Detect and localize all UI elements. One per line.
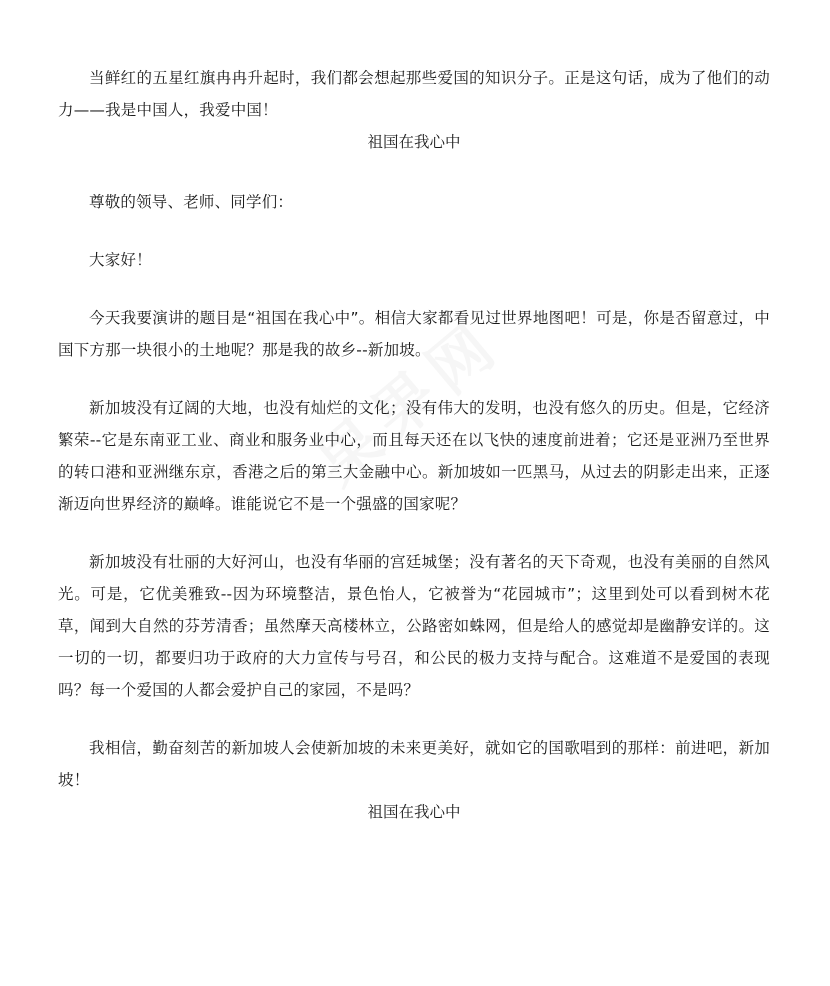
paragraph-conclusion: 我相信，勤奋刻苦的新加坡人会使新加坡的未来更美好，就如它的国歌唱到的那样：前进吧，新加坡！ xyxy=(58,739,770,789)
greeting-line: 尊敬的领导、老师、同学们： xyxy=(89,193,294,211)
section-title: 祖国在我心中 xyxy=(367,133,461,151)
document-page xyxy=(58,62,770,828)
hello-line: 大家好！ xyxy=(89,251,152,269)
paragraph-intro: 当鲜红的五星红旗冉冉升起时，我们都会想起那些爱国的知识分子。正是这句话，成为了他们的动力——我是中国人，我爱中国！ xyxy=(58,69,770,119)
paragraph-topic: 今天我要演讲的题目是“祖国在我心中”。相信大家都看见过世界地图吧！可是，你是否留意过，中国下方那一块很小的土地呢？那是我的故乡--新加坡。 xyxy=(58,309,770,359)
section-title-next: 祖国在我心中 xyxy=(367,803,461,821)
paragraph-economy: 新加坡没有辽阔的大地，也没有灿烂的文化；没有伟大的发明，也没有悠久的历史。但是，它经济繁荣--它是东南亚工业、商业和服务业中心，而且每天还在以飞快的速度前进着；它还是亚洲乃至世界的转口港和亚洲继东京，香港之后的第三大金融中心。新加坡如一匹黑马，从过去的阴影走出来，正逐渐迈向世界经济的巅峰。谁能说它不是一个强盛的国家呢？ xyxy=(58,399,770,513)
paragraph-environment: 新加坡没有壮丽的大好河山，也没有华丽的宫廷城堡；没有著名的天下奇观，也没有美丽的自然风光。可是，它优美雅致--因为环境整洁，景色怡人，它被誉为“花园城市”；这里到处可以看到树木花草，闻到大自然的芬芳清香；虽然摩天高楼林立，公路密如蛛网，但是给人的感觉却是幽静安详的。这一切的一切，都要归功于政府的大力宣传与号召，和公民的极力支持与配合。这难道不是爱国的表现吗？每一个爱国的人都会爱护自己的家园，不是吗？ xyxy=(58,553,770,699)
